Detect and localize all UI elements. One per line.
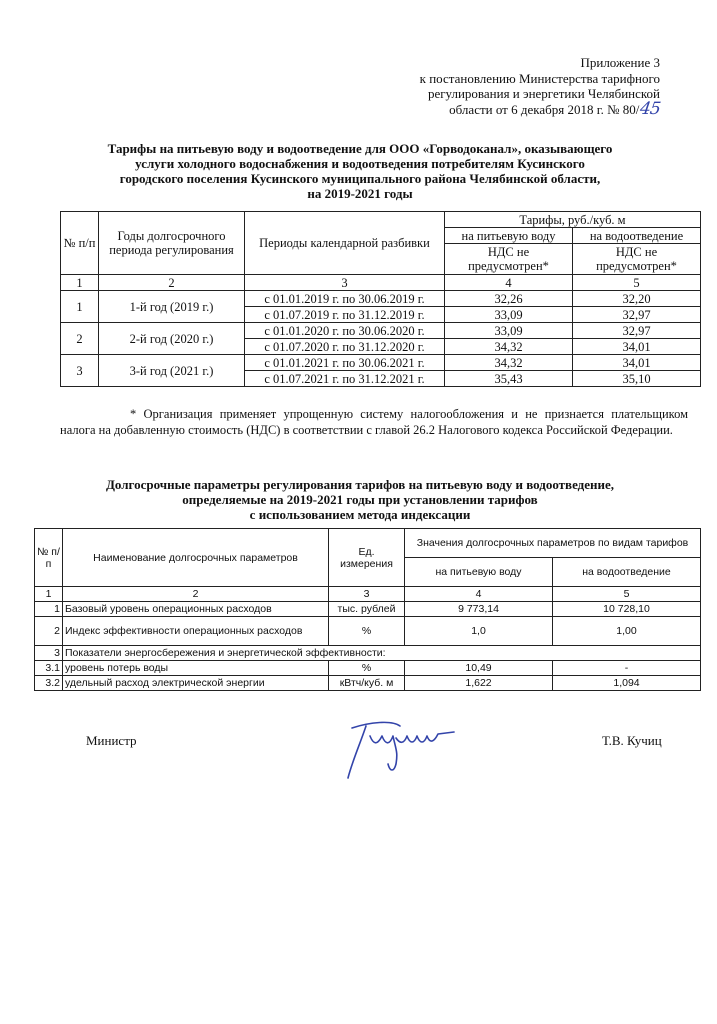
p-subrow-name: удельный расход электрической энергии (63, 676, 329, 691)
p-header-name: Наименование долгосрочных параметров (63, 529, 329, 587)
p-header-water: на питьевую воду (405, 558, 553, 587)
p-row-water: 1,0 (405, 617, 553, 646)
col-num-3: 3 (245, 275, 445, 291)
p-subrow-water: 10,49 (405, 661, 553, 676)
p-subrow-name: уровень потерь воды (63, 661, 329, 676)
col-num-2: 2 (99, 275, 245, 291)
vat-footnote: * Организация применяет упрощенную систему налогообложения и не признается плательщиком налога на добавленную стоимость (НДС) в соответствии с главой 26.2 Налогового кодекса Российской Федерации. (60, 407, 688, 437)
p-column-number-row (35, 587, 701, 602)
p-row-unit: % (329, 617, 405, 646)
row-period: с 01.07.2021 г. по 31.12.2021 г. (245, 371, 445, 387)
p-row-unit: тыс. рублей (329, 602, 405, 617)
p-col-num-3: 3 (329, 587, 405, 602)
header-periods: Периоды календарной разбивки (245, 212, 445, 275)
row-year: 1-й год (2019 г.) (99, 291, 245, 323)
p-col-num-2: 2 (63, 587, 329, 602)
p-row-name: Базовый уровень операционных расходов (63, 602, 329, 617)
table-row (61, 291, 701, 307)
row-num: 3 (61, 355, 99, 387)
row-drain: 32,20 (573, 291, 701, 307)
row-period: с 01.07.2020 г. по 31.12.2020 г. (245, 339, 445, 355)
table-row (61, 323, 701, 339)
table-row (35, 646, 701, 661)
row-water: 33,09 (445, 307, 573, 323)
p-row-num: 1 (35, 602, 63, 617)
parameters-table-title (80, 477, 640, 522)
p-col-num-1: 1 (35, 587, 63, 602)
header-water: на питьевую воду (445, 228, 573, 244)
title1-line-1: Тарифы на питьевую воду и водоотведение для ООО «Горводоканал», оказывающего (107, 141, 613, 156)
p-col-num-4: 4 (405, 587, 553, 602)
p-subrow-num: 3.1 (35, 661, 63, 676)
p-header-num: № п/п (35, 529, 63, 587)
appendix-line-4-text: области от 6 декабря 2018 г. № 80/ (449, 101, 640, 117)
p-row-name: Индекс эффективности операционных расходов (63, 617, 329, 646)
header-vat-drain: НДС не предусмотрен* (573, 244, 701, 275)
row-water: 32,26 (445, 291, 573, 307)
p-subrow-unit: % (329, 661, 405, 676)
row-water: 33,09 (445, 323, 573, 339)
table-row (35, 661, 701, 676)
row-drain: 34,01 (573, 339, 701, 355)
signer-name: Т.В. Кучиц (602, 733, 662, 748)
table-row (35, 617, 701, 646)
minister-label: Министр (86, 733, 137, 748)
table-row (35, 676, 701, 691)
row-year: 2-й год (2020 г.) (99, 323, 245, 355)
header-drain: на водоотведение (573, 228, 701, 244)
row-water: 34,32 (445, 355, 573, 371)
header-vat-water: НДС не предусмотрен* (445, 244, 573, 275)
title1-line-4: на 2019-2021 годы (307, 186, 413, 201)
parameters-table (34, 528, 701, 691)
appendix-line-2: к постановлению Министерства тарифного (419, 70, 660, 86)
col-num-1: 1 (61, 275, 99, 291)
title1-line-3: городского поселения Кусинского муниципального района Челябинской области, (119, 171, 601, 186)
appendix-line-3: регулирования и энергетики Челябинской (427, 86, 660, 101)
row-water: 34,32 (445, 339, 573, 355)
header-years: Годы долгосрочного периода регулирования (99, 212, 245, 275)
table-row (61, 355, 701, 371)
p-row-drain: 1,00 (553, 617, 701, 646)
row-year: 3-й год (2021 г.) (99, 355, 245, 387)
p-header-unit: Ед. измерения (329, 529, 405, 587)
p-header-values: Значения долгосрочных параметров по видам тарифов (405, 529, 701, 558)
col-num-5: 5 (573, 275, 701, 291)
title2-line-2: определяемые на 2019-2021 годы при установлении тарифов (182, 492, 538, 507)
p-row-drain: 10 728,10 (553, 602, 701, 617)
p-subrow-drain: 1,094 (553, 676, 701, 691)
p-subrow-drain: - (553, 661, 701, 676)
handwritten-signature (330, 710, 460, 782)
p-header-drain: на водоотведение (553, 558, 701, 587)
row-period: с 01.01.2021 г. по 30.06.2021 г. (245, 355, 445, 371)
title2-line-1: Долгосрочные параметры регулирования тарифов на питьевую воду и водоотведение, (105, 477, 615, 492)
row-drain: 32,97 (573, 307, 701, 323)
row-water: 35,43 (445, 371, 573, 387)
tariff-table-title (80, 141, 640, 201)
row-drain: 35,10 (573, 371, 701, 387)
handwritten-number: 45 (639, 98, 662, 119)
tariff-table (60, 211, 701, 387)
table-row (35, 602, 701, 617)
row-drain: 32,97 (573, 323, 701, 339)
header-num: № п/п (61, 212, 99, 275)
p-col-num-5: 5 (553, 587, 701, 602)
row-period: с 01.01.2020 г. по 30.06.2020 г. (245, 323, 445, 339)
row-drain: 34,01 (573, 355, 701, 371)
p-section-name: Показатели энергосбережения и энергетической эффективности: (63, 646, 701, 661)
p-section-num: 3 (35, 646, 63, 661)
appendix-header (370, 55, 660, 117)
header-tariffs: Тарифы, руб./куб. м (445, 212, 701, 228)
col-num-4: 4 (445, 275, 573, 291)
row-period: с 01.01.2019 г. по 30.06.2019 г. (245, 291, 445, 307)
column-number-row (61, 275, 701, 291)
p-row-num: 2 (35, 617, 63, 646)
p-subrow-num: 3.2 (35, 676, 63, 691)
row-num: 1 (61, 291, 99, 323)
p-row-water: 9 773,14 (405, 602, 553, 617)
row-num: 2 (61, 323, 99, 355)
p-subrow-unit: кВтч/куб. м (329, 676, 405, 691)
row-period: с 01.07.2019 г. по 31.12.2019 г. (245, 307, 445, 323)
title1-line-2: услуги холодного водоснабжения и водоотведения потребителям Кусинского (135, 156, 585, 171)
appendix-line-4 (370, 98, 662, 119)
appendix-line-1: Приложение 3 (580, 55, 660, 70)
title2-line-3: с использованием метода индексации (249, 507, 471, 522)
p-subrow-water: 1,622 (405, 676, 553, 691)
